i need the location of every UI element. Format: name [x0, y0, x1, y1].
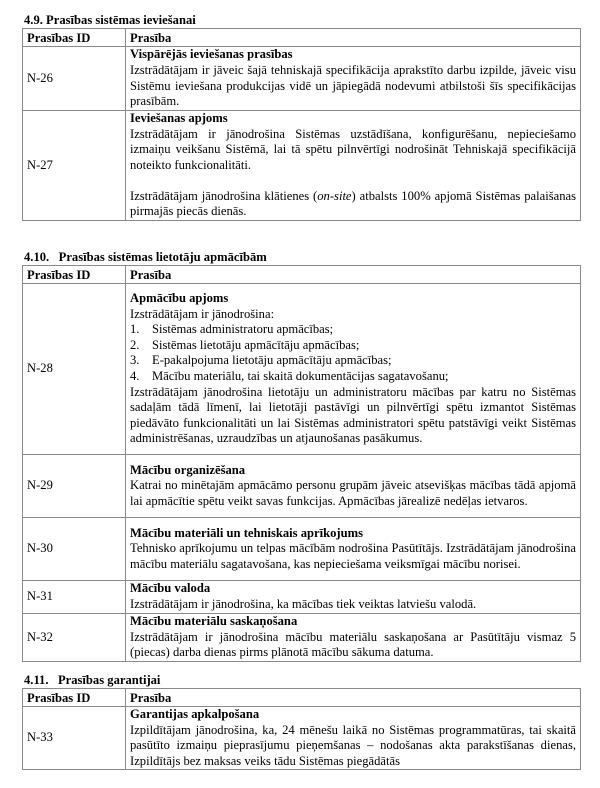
- list-text: E-pakalpojuma lietotāju apmācītāju apmācības;: [152, 353, 392, 368]
- requirement-id: N-33: [23, 707, 126, 770]
- requirement-cell: [126, 111, 581, 221]
- list-number: 3.: [130, 353, 140, 368]
- column-header-requirement: Prasība: [126, 266, 581, 284]
- list-number: 2.: [130, 337, 140, 352]
- requirement-cell: [126, 707, 581, 770]
- table-row: [23, 581, 581, 614]
- list-text: Sistēmas lietotāju apmācītāju apmācības;: [152, 337, 360, 352]
- requirement-title: Mācību organizēšana: [130, 462, 246, 477]
- list-item: [130, 369, 576, 385]
- list-number: 4.: [130, 369, 140, 383]
- requirement-cell: [126, 455, 581, 518]
- column-header-requirement: Prasība: [126, 29, 581, 47]
- requirement-id: N-32: [23, 614, 126, 662]
- table-header-row: [23, 29, 581, 47]
- table-row: [23, 455, 581, 518]
- column-header-requirement: Prasība: [126, 689, 581, 707]
- section-4-11: [22, 673, 580, 770]
- table-row: [23, 111, 581, 221]
- section-4-9: [22, 13, 580, 221]
- text-part: ) atbalsts 100% apjomā Sistēmas palaišanas pirmajās piecās dienās.: [130, 188, 576, 219]
- requirement-title: Mācību materiālu saskaņošana: [130, 614, 298, 629]
- requirement-text: Izstrādātājam ir jānodrošina Sistēmas uzstādīšana, konfigurēšanu, nepieciešamo izmaiņu veikšanu Sistēmā, lai tā spētu pilnvērtīgi nodrošināt Tehniskajā specifikācijā noteikto funkcionalitāti.: [130, 126, 576, 172]
- requirement-text: Izpildītājam jānodrošina, ka, 24 mēnešu laikā no Sistēmas programmatūras, tai skaitā pasūtīto izmaiņu pieprasījumu pieņemšanas – nodošanas akta parakstīšanas dienas, Izpildītājs bez maksas veiks tādu Sistēmas piegādātās: [130, 722, 576, 768]
- text-part: Izstrādātājam jānodrošina klātienes (: [130, 188, 318, 203]
- requirement-text: Izstrādātājam ir jānodrošina, ka mācības tiek veiktas latviešu valodā.: [130, 597, 477, 611]
- requirements-table: [22, 688, 581, 770]
- requirement-title: Apmācību apjoms: [130, 291, 229, 306]
- requirement-id: N-29: [23, 455, 126, 518]
- requirement-cell: [126, 518, 581, 581]
- requirement-id: N-26: [23, 47, 126, 111]
- table-row: [23, 614, 581, 662]
- requirement-title: Vispārējās ieviešanas prasības: [130, 47, 293, 62]
- requirement-cell: [126, 581, 581, 614]
- list-number: 1.: [130, 322, 140, 337]
- section-title: 4.9. Prasības sistēmas ieviešanai: [24, 13, 196, 27]
- requirement-intro: Izstrādātājam ir jānodrošina:: [130, 306, 275, 321]
- requirement-title: Mācību materiāli un tehniskais aprīkojums: [130, 525, 364, 540]
- requirement-text-onsite: [130, 189, 576, 220]
- column-header-id: Prasības ID: [23, 29, 126, 47]
- requirement-cell: [126, 284, 581, 455]
- requirement-cell: [126, 614, 581, 662]
- requirements-table: [22, 28, 581, 221]
- section-4-10: [22, 250, 580, 662]
- requirement-text: Izstrādātājam ir jāveic šajā tehniskajā specifikācija aprakstīto darbu izpilde, jāveic visu Sistēmu ieviešana produkcijas vidē un jāpiegādā nodevumi atbilstoši šīs specifikācijas prasībām.: [130, 62, 576, 109]
- requirement-text: Izstrādātājam ir jānodrošina mācību materiālu saskaņošana ar Pasūtītāju vismaz 5 (piecas) darba dienas pirms plānotā mācību sākuma datuma.: [130, 629, 576, 660]
- column-header-id: Prasības ID: [23, 689, 126, 707]
- requirement-title: Ieviešanas apjoms: [130, 111, 228, 126]
- list-item: [130, 353, 576, 369]
- requirement-id: N-27: [23, 111, 126, 221]
- list-item: [130, 322, 576, 338]
- requirement-text: Izstrādātājam jānodrošina lietotāju un administratoru mācības par katru no Sistēmas sadaļām tādā līmenī, lai lietotāji pastāvīgi un pilnvērtīgi spētu izmantot Sistēmas piedāvāto funkcionalitāti un lai Sistēmas administratori spētu patstāvīgi veikt Sistēmas administrēšanas, uzraudzības un atjaunošanas pasākumus.: [130, 384, 576, 446]
- requirement-id: N-31: [23, 581, 126, 614]
- text-italic: on-site: [317, 188, 352, 203]
- table-header-row: [23, 266, 581, 284]
- requirement-cell: [126, 47, 581, 111]
- section-title: 4.10. Prasības sistēmas lietotāju apmācībām: [24, 250, 267, 264]
- table-row: [23, 518, 581, 581]
- table-row: [23, 284, 581, 455]
- requirement-list: [130, 322, 576, 384]
- requirement-text: Katrai no minētajām apmācāmo personu grupām jāveic atsevišķas mācības tādā apjomā lai apmācītie spētu veikt savas funkcijas. Apmācības jārealizē nedēļas ietvaros.: [130, 478, 576, 508]
- section-title: 4.11. Prasības garantijai: [24, 673, 161, 687]
- list-item: [130, 338, 576, 354]
- requirement-id: N-28: [23, 284, 126, 455]
- table-row: [23, 47, 581, 111]
- requirement-text: Tehnisko aprīkojumu un telpas mācībām nodrošina Pasūtītājs. Izstrādātājam jānodrošina mācību materiālu sagatavošana, kas nepieciešama veiksmīgai mācību norisei.: [130, 541, 576, 571]
- list-text: Mācību materiālu, tai skaitā dokumentācijas sagatavošanu;: [152, 369, 449, 383]
- table-row: [23, 707, 581, 770]
- requirement-title: Mācību valoda: [130, 581, 211, 596]
- requirement-title: Garantijas apkalpošana: [130, 707, 260, 721]
- column-header-id: Prasības ID: [23, 266, 126, 284]
- requirement-id: N-30: [23, 518, 126, 581]
- list-text: Sistēmas administratoru apmācības;: [152, 322, 334, 337]
- table-header-row: [23, 689, 581, 707]
- requirements-table: [22, 265, 581, 662]
